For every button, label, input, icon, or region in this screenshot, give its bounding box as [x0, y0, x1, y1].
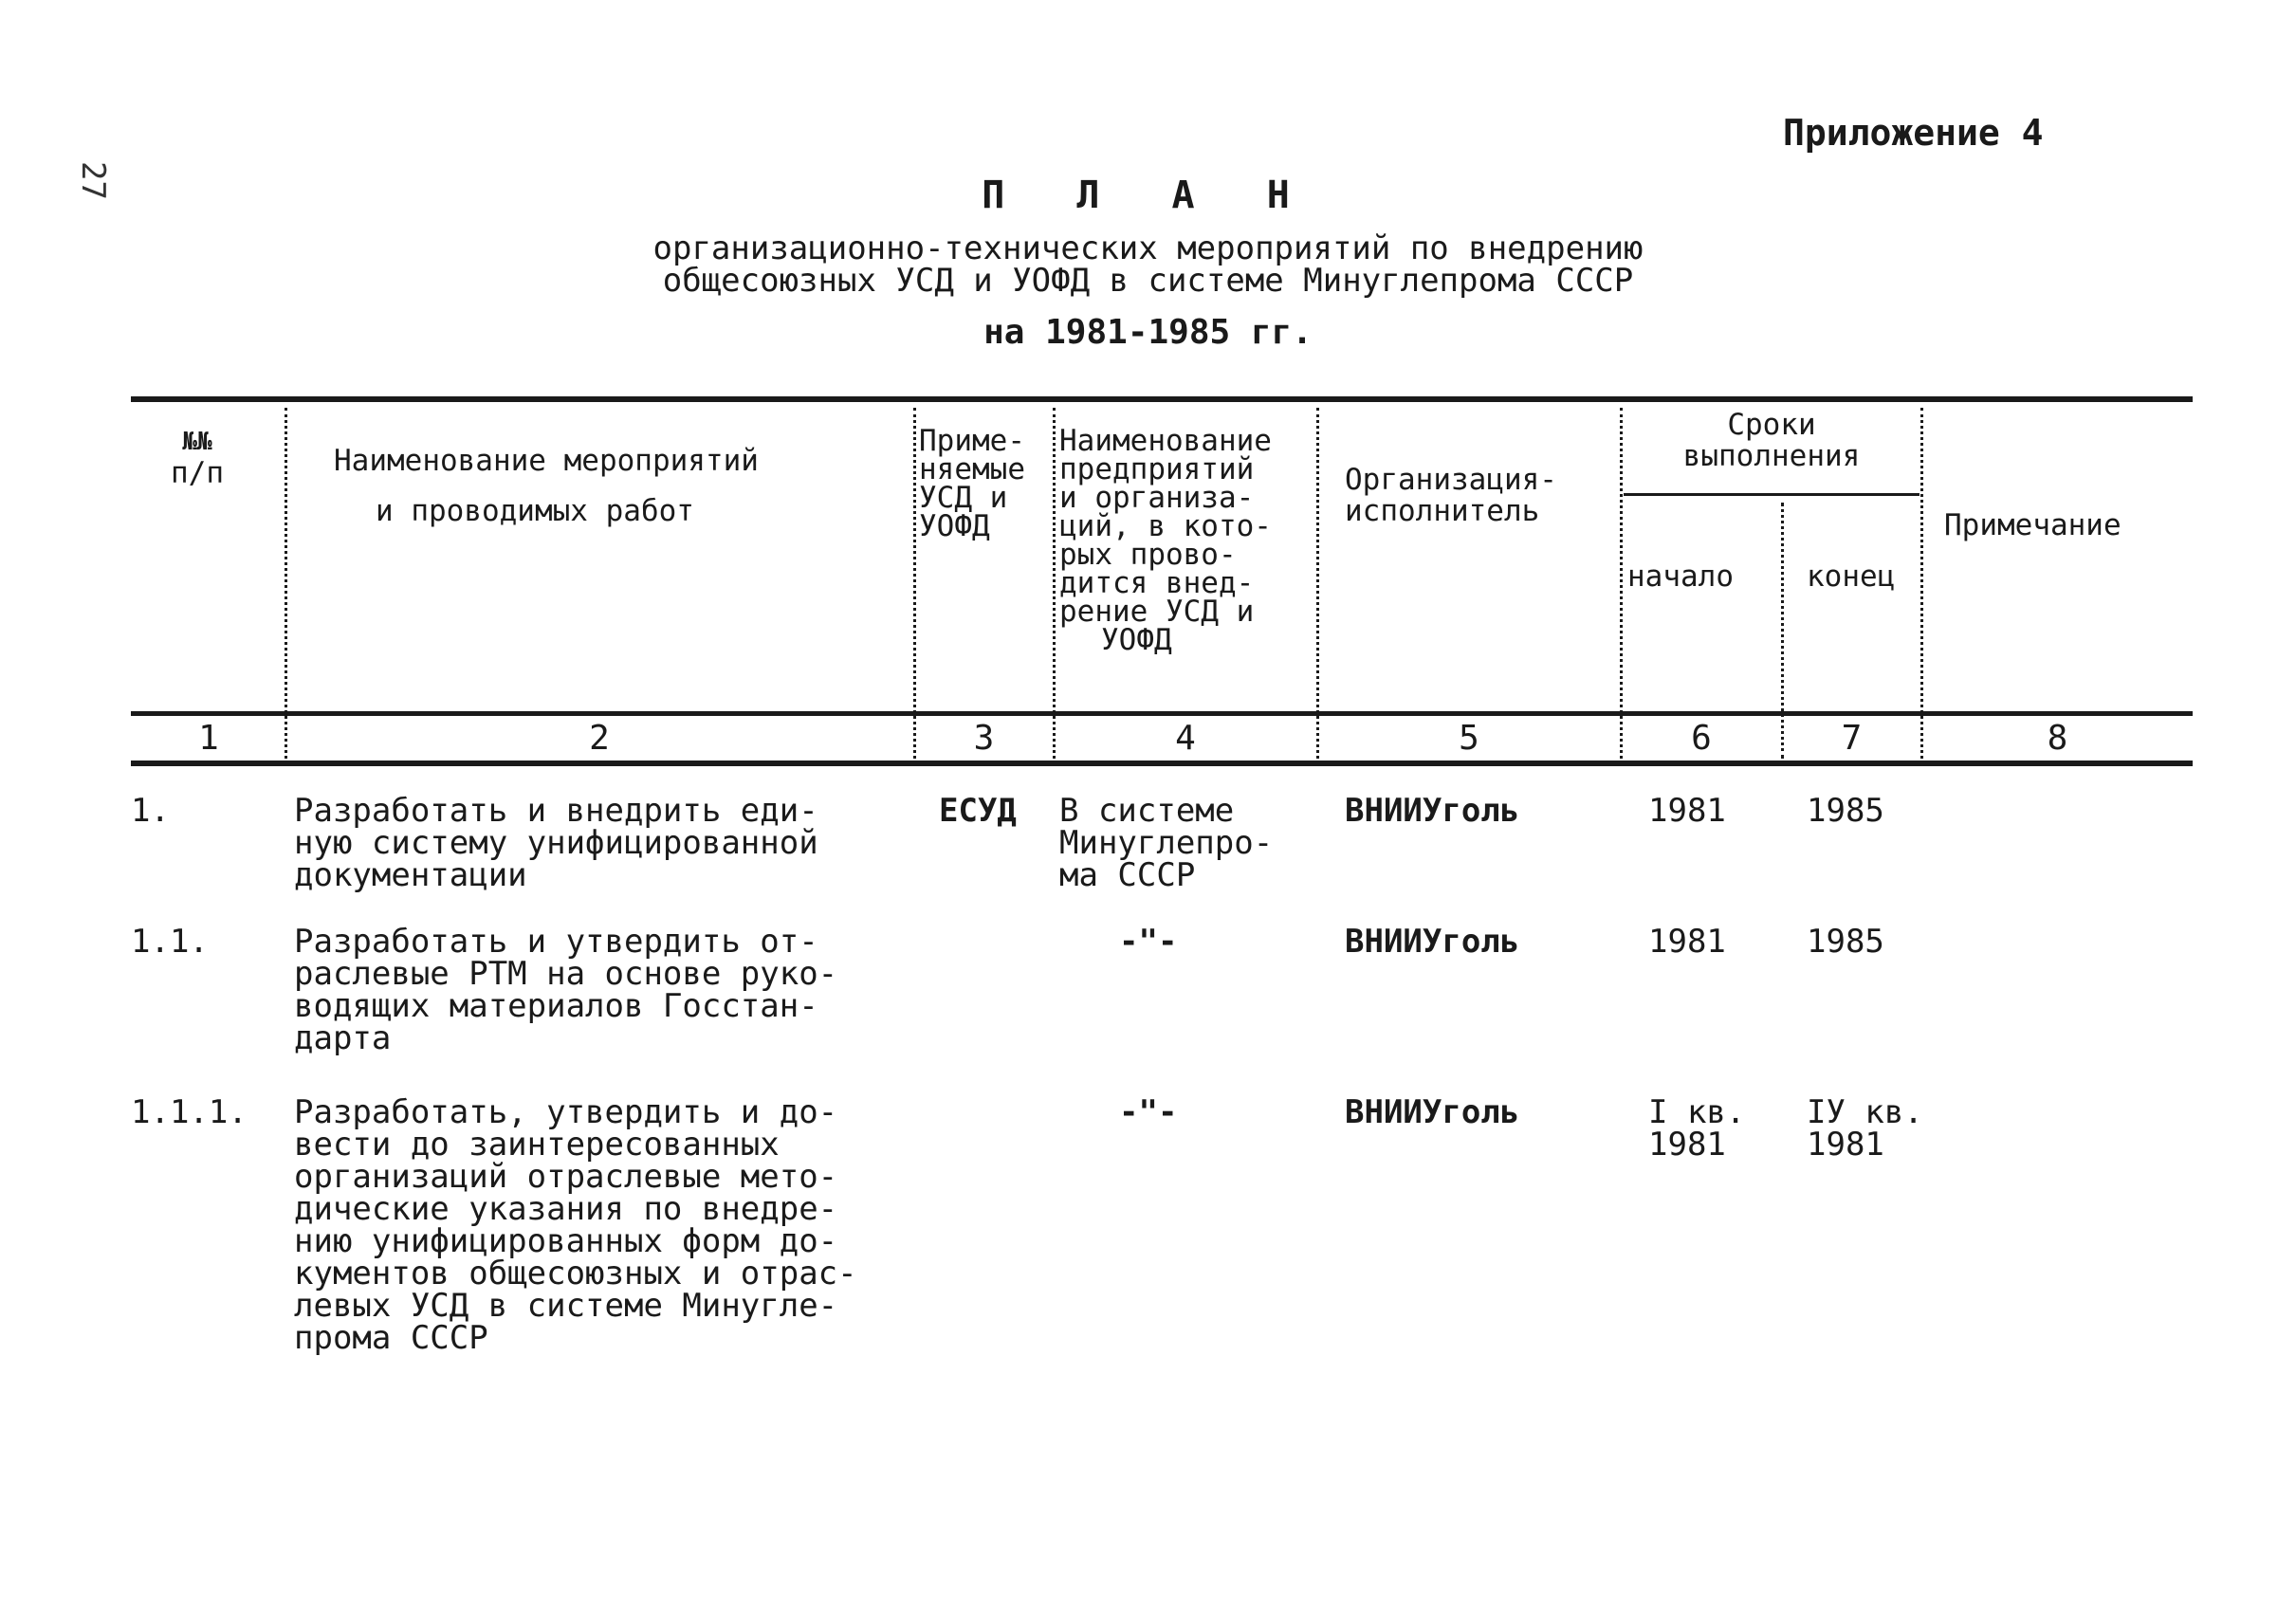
- header-applied-line: УСД и: [919, 481, 1008, 515]
- subtitle-line: организационно-технических мероприятий по внедрению: [652, 229, 1644, 267]
- row-2-end: 1985: [1807, 923, 1884, 961]
- row-2-name: [294, 923, 838, 1057]
- row-1-num: 1.: [131, 792, 170, 830]
- header-end: конец: [1807, 559, 1896, 594]
- row-3-organization: ВНИИУголь: [1345, 1093, 1520, 1131]
- table-header-rule: [131, 711, 2193, 716]
- column-number: 3: [973, 719, 995, 758]
- header-enterprises-line: Наименование: [1059, 424, 1272, 458]
- row-2-name-line: дарта: [294, 1019, 392, 1057]
- row-3-name-line: организаций отраслевые мето-: [294, 1158, 838, 1196]
- row-3-end-line: IУ кв.: [1807, 1093, 1923, 1131]
- row-3-start: [1648, 1093, 1746, 1164]
- header-organization-line: Организация-: [1345, 463, 1557, 497]
- row-3-start-line: 1981: [1648, 1126, 1726, 1164]
- row-3-end: [1807, 1093, 1923, 1164]
- row-1-name-line: документации: [294, 856, 527, 894]
- table-number-rule: [131, 761, 2193, 766]
- header-enterprises: [1059, 424, 1272, 657]
- column-divider: [1920, 408, 1923, 759]
- column-number: 1: [198, 719, 219, 758]
- row-1-name: [294, 792, 818, 894]
- header-enterprises-line: рых прово-: [1059, 538, 1237, 572]
- row-3-start-line: I кв.: [1648, 1093, 1746, 1131]
- column-divider: [1316, 408, 1319, 759]
- row-1-enterprises-line: Минуглепро-: [1059, 824, 1274, 862]
- row-1-end: 1985: [1807, 792, 1884, 830]
- subtitle-line: общесоюзных УСД и УОФД в системе Минуглепрома СССР: [662, 262, 1634, 300]
- page-number: 27: [74, 161, 112, 200]
- document-period: на 1981-1985 гг.: [983, 313, 1313, 352]
- column-divider: [1053, 408, 1056, 759]
- row-1-start: 1981: [1648, 792, 1726, 830]
- row-3-name-line: прома СССР: [294, 1319, 488, 1357]
- row-3-end-line: 1981: [1807, 1126, 1884, 1164]
- row-2-start: 1981: [1648, 923, 1726, 961]
- row-2-name-line: раслевые РТМ на основе руко-: [294, 955, 838, 993]
- column-number: 5: [1459, 719, 1479, 758]
- header-num: [171, 427, 224, 489]
- header-name-line: и проводимых работ: [376, 494, 694, 528]
- table-top-rule: [131, 396, 2193, 402]
- header-terms-line: Сроки: [1727, 408, 1816, 442]
- header-enterprises-line: ций, в кото-: [1059, 509, 1272, 543]
- row-1-enterprises-line: В системе: [1059, 792, 1235, 830]
- header-enterprises-line: предприятий: [1059, 452, 1255, 486]
- header-organization-line: исполнитель: [1345, 494, 1540, 528]
- header-name-line: Наименование мероприятий: [334, 444, 759, 478]
- header-applied: [919, 424, 1025, 543]
- column-divider: [285, 408, 287, 759]
- column-divider: [913, 408, 916, 759]
- row-3-name-line: Разработать, утвердить и до-: [294, 1093, 838, 1131]
- terms-subheader-rule: [1624, 493, 1919, 496]
- row-3-name-line: левых УСД в системе Минугле-: [294, 1287, 838, 1325]
- header-applied-line: УОФД: [919, 509, 990, 543]
- row-1-organization: ВНИИУголь: [1345, 792, 1520, 830]
- column-divider: [1620, 408, 1623, 759]
- header-applied-line: Приме-: [919, 424, 1025, 458]
- header-organization: [1345, 465, 1557, 527]
- document-subtitle: [0, 229, 2296, 300]
- header-terms: [1624, 410, 1919, 472]
- header-start: начало: [1627, 559, 1734, 594]
- row-3-enterprises: -"-: [1119, 1093, 1178, 1131]
- column-number: 7: [1841, 719, 1863, 758]
- row-1-name-line: Разработать и внедрить еди-: [294, 792, 818, 830]
- header-enterprises-line: УОФД: [1101, 623, 1172, 657]
- header-name: [334, 446, 759, 527]
- row-3-name-line: нию унифицированных форм до-: [294, 1222, 838, 1260]
- column-number: 6: [1691, 719, 1712, 758]
- row-3-name: [294, 1093, 857, 1357]
- row-3-num: 1.1.1.: [131, 1093, 248, 1131]
- header-enterprises-line: и организа-: [1059, 481, 1255, 515]
- row-1-applied: ЕСУД: [939, 792, 1017, 830]
- document-title: П Л А Н: [982, 174, 1314, 217]
- header-enterprises-line: рение УСД и: [1059, 595, 1255, 629]
- row-2-num: 1.1.: [131, 923, 209, 961]
- row-3-name-line: дические указания по внедре-: [294, 1190, 838, 1228]
- row-2-enterprises: -"-: [1119, 923, 1178, 961]
- row-1-name-line: ную систему унифицированной: [294, 824, 818, 862]
- row-2-organization: ВНИИУголь: [1345, 923, 1520, 961]
- column-number: 8: [2047, 719, 2068, 758]
- row-3-name-line: кументов общесоюзных и отрас-: [294, 1255, 857, 1292]
- column-number: 2: [589, 719, 610, 758]
- row-2-name-line: водящих материалов Госстан-: [294, 987, 818, 1025]
- header-applied-line: няемые: [919, 452, 1025, 486]
- row-3-name-line: вести до заинтересованных: [294, 1126, 780, 1164]
- row-2-name-line: Разработать и утвердить от-: [294, 923, 818, 961]
- column-number: 4: [1175, 719, 1196, 758]
- header-note: Примечание: [1944, 508, 2122, 542]
- row-1-enterprises: [1059, 792, 1274, 894]
- row-1-enterprises-line: ма СССР: [1059, 856, 1196, 894]
- header-enterprises-line: дится внед-: [1059, 566, 1255, 600]
- appendix-label: Приложение 4: [1783, 112, 2044, 154]
- header-num-line: №№: [182, 428, 212, 456]
- header-num-line: п/п: [171, 456, 224, 490]
- header-terms-line: выполнения: [1682, 439, 1861, 473]
